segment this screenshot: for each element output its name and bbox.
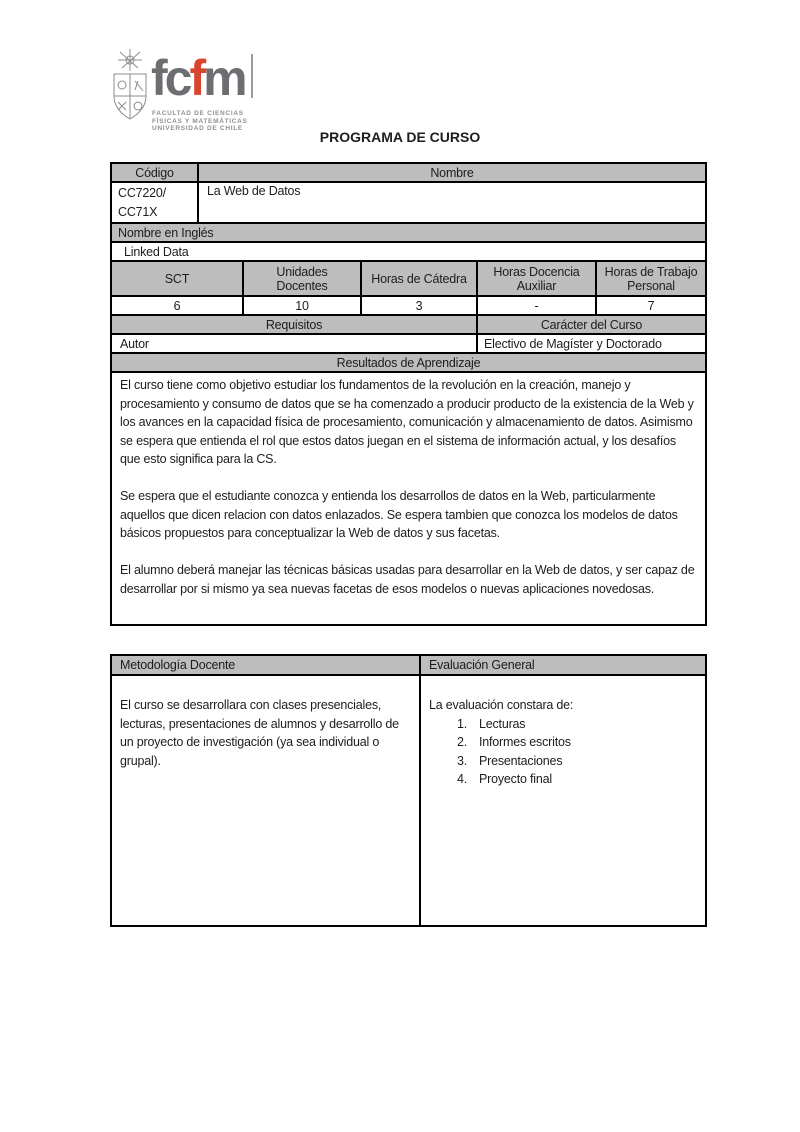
horas-docencia-auxiliar-header: Horas Docencia Auxiliar — [476, 262, 595, 295]
evaluacion-intro: La evaluación constara de: — [429, 698, 574, 712]
university-shield-icon — [109, 46, 151, 124]
course-info-table — [110, 162, 707, 626]
table-row-resultados-header — [112, 352, 705, 371]
evaluacion-item-number: 2. — [457, 735, 468, 749]
table-row-code-name-values — [112, 181, 705, 222]
resultados-aprendizaje-text — [112, 373, 705, 624]
requisitos-value: Autor — [120, 336, 149, 351]
unidades-docentes-header: Unidades Docentes — [242, 262, 360, 295]
faculty-line: UNIVERSIDAD DE CHILE — [152, 125, 243, 133]
evaluacion-general-content — [419, 676, 705, 925]
horas-trabajo-personal-header: Horas de Trabajo Personal — [595, 262, 705, 295]
table-row-requisitos-header — [112, 314, 705, 333]
sct-value: 6 — [173, 298, 181, 313]
evaluacion-item-label: Informes escritos — [479, 735, 571, 749]
unidades-docentes-value: 10 — [242, 297, 360, 314]
evaluacion-item — [429, 752, 695, 771]
requisitos-header: Requisitos — [112, 316, 476, 333]
evaluacion-item-number: 1. — [457, 716, 468, 731]
table-row-method-eval-body — [112, 674, 705, 925]
horas-catedra-header: Horas de Cátedra — [360, 262, 476, 295]
table-row-code-name-header — [112, 164, 705, 181]
nombre-header: Nombre — [197, 164, 705, 181]
table-row-method-eval-header — [112, 656, 705, 674]
horas-trabajo-personal-value: 7 — [595, 297, 705, 314]
page-title: PROGRAMA DE CURSO — [319, 129, 481, 145]
wordmark-letter-f2: f — [189, 50, 204, 106]
codigo-header: Código — [112, 164, 197, 181]
caracter-curso-value: Electivo de Magíster y Doctorado — [476, 335, 705, 352]
wordmark-letter-f1: f — [151, 50, 165, 106]
codigo-line: CC7220/ — [118, 186, 166, 200]
resultados-paragraph: Se espera que el estudiante conozca y entienda los desarrollos de datos en la Web, particularmente aquellos que dicen relacion con datos enlazados. Se espera tambien que conozca los modelos de datos básicos propuestos para conceptualizar la Web de datos y sus facetas. — [120, 489, 678, 540]
faculty-line: FÍSICAS Y MATEMÁTICAS — [152, 117, 248, 125]
table-row-credit-headers — [112, 260, 705, 295]
codigo-line: CC71X — [118, 204, 158, 219]
metodologia-docente-header: Metodología Docente — [112, 656, 419, 674]
horas-catedra-value: 3 — [360, 297, 476, 314]
table-row-requisitos-values — [112, 333, 705, 352]
nombre-ingles-header: Nombre en Inglés — [112, 224, 705, 241]
table-row-credit-values — [112, 295, 705, 314]
wordmark-rule — [251, 54, 253, 98]
sct-header: SCT — [112, 262, 242, 295]
resultados-aprendizaje-header: Resultados de Aprendizaje — [112, 354, 705, 371]
wordmark-letter-c: c — [164, 50, 190, 106]
evaluacion-item — [429, 770, 695, 789]
table-row-english-name-value — [112, 241, 705, 260]
faculty-line: FACULTAD DE CIENCIAS — [152, 110, 244, 117]
nombre-value: La Web de Datos — [197, 183, 705, 222]
evaluacion-item-label: Proyecto final — [479, 772, 552, 786]
resultados-paragraph: El curso tiene como objetivo estudiar los fundamentos de la revolución en la creación, manejo y procesamiento y consumo de datos que se ha comenzado a producir producto de la existencia de la Web y los avances en la capacidad física de procesamiento, comunicación y almacenamiento de datos. Asimismo se espera que entienda el rol que estos datos juegan en el sistema de información actual, y los desafíos que esto significa para la CS. — [120, 378, 694, 466]
caracter-curso-header: Carácter del Curso — [476, 316, 705, 333]
table-row-english-name-header — [112, 222, 705, 241]
wordmark-letter-m: m — [203, 50, 245, 106]
evaluacion-item — [429, 733, 695, 752]
evaluacion-item-label: Presentaciones — [479, 753, 563, 768]
evaluacion-item — [429, 715, 695, 734]
evaluacion-general-header: Evaluación General — [419, 656, 705, 674]
evaluacion-item-label: Lecturas — [479, 716, 526, 731]
resultados-paragraph: El alumno deberá manejar las técnicas básicas usadas para desarrollar en la Web de datos, y ser capaz de desarrollar por si mismo ya sea nuevas facetas de esos modelos o nuevas aplicaciones novedosas. — [120, 563, 695, 596]
methodology-evaluation-table — [110, 654, 707, 927]
horas-docencia-auxiliar-value: - — [476, 297, 595, 314]
evaluacion-item-number: 4. — [457, 772, 468, 786]
fcfm-wordmark — [151, 50, 253, 106]
table-row-resultados-text — [112, 371, 705, 624]
codigo-value — [112, 183, 197, 222]
nombre-ingles-value: Linked Data — [124, 244, 189, 259]
metodologia-docente-text: El curso se desarrollara con clases presenciales, lecturas, presentaciones de alumnos y desarrollo de un proyecto de investigación (ya sea individual o grupal). — [120, 698, 399, 768]
evaluacion-item-number: 3. — [457, 753, 468, 768]
